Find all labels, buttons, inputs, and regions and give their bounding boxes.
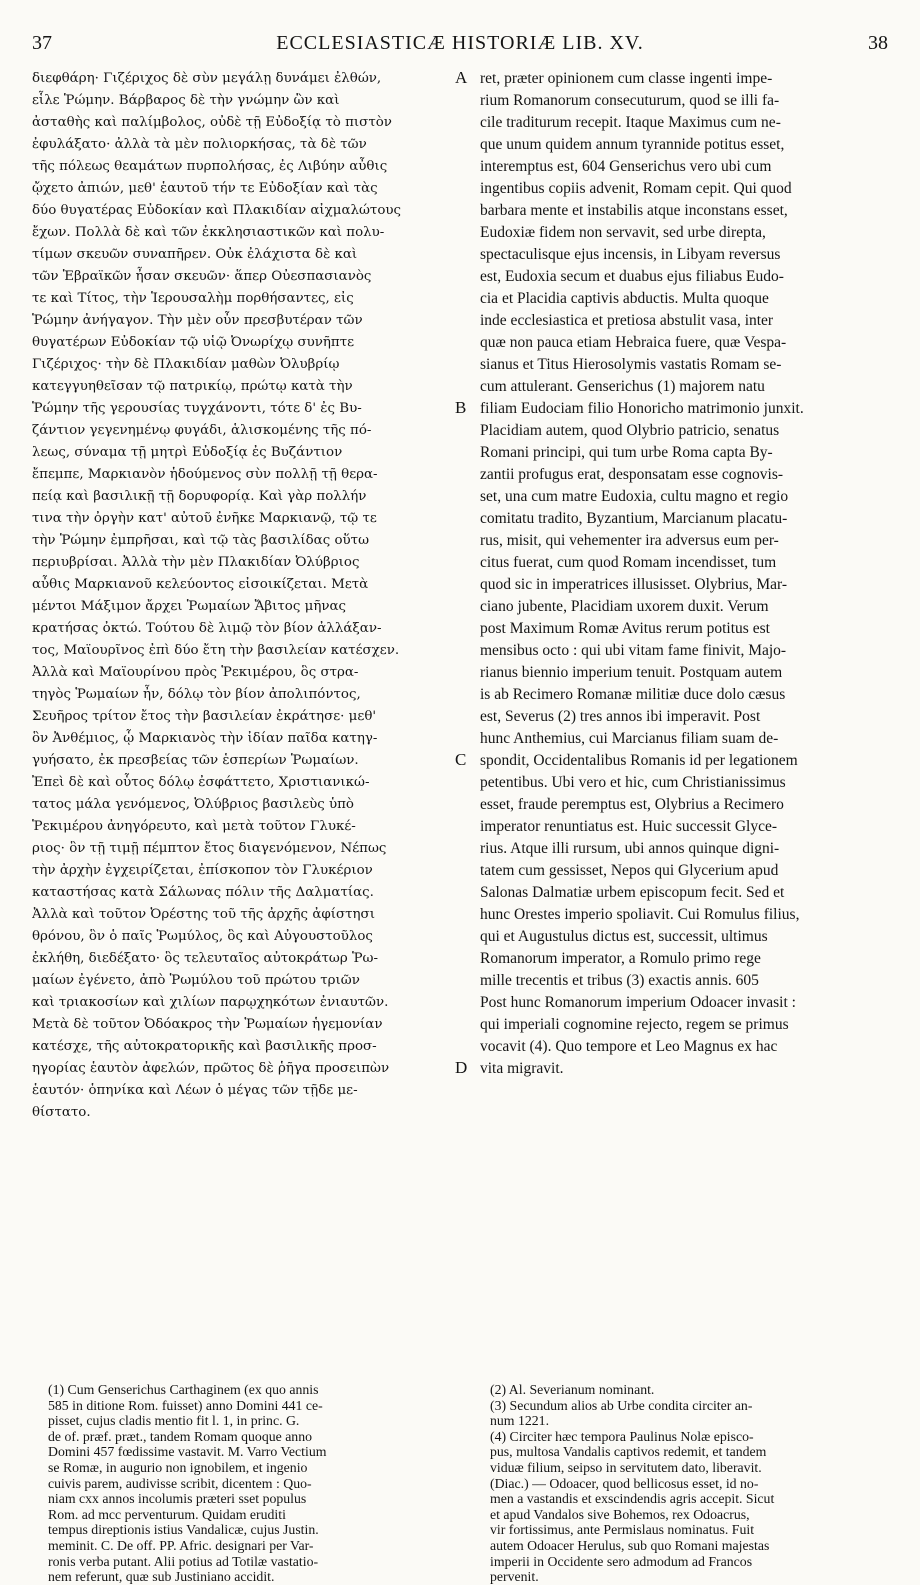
greek-text-line: ἔπεμπε, Μαρκιανὸν ἡδούμενος σὺν πολλῇ τῇ θερα- [32, 467, 378, 482]
greek-text-line: γυήσατο, ἐκ πρεσβείας τῶν ἑσπερίων Ῥωμαίων. [32, 753, 359, 768]
footnote-line: Rom. ad mcc perventurum. Quidam eruditi [48, 1506, 286, 1522]
latin-text-line: imperator renuntiatus est. Huic successit Glyce- [480, 818, 777, 835]
greek-text-line: ἑαυτόν· ὁπηνίκα καὶ Λέων ὁ μέγας τῶν τῇδε με- [32, 1083, 358, 1098]
latin-text-line: mille trecentis et tribus (3) exactis annis. 605 [480, 972, 759, 989]
latin-text-line: Post hunc Romanorum imperium Odoacer invasit : [480, 994, 796, 1011]
footnote-line: Domini 457 fœdissime vastavit. M. Varro Vectium [48, 1444, 327, 1460]
greek-text-line: Ῥεκιμέρου ἀνηγόρευτο, καὶ μετὰ τοῦτον Γλυκέ- [32, 819, 356, 834]
greek-text-line: τῆς πόλεως θεαμάτων πυρπολήσας, ἐς Λιβύην αὖθις [32, 159, 388, 174]
latin-text-line: rianus biennio imperium tenuit. Postquam autem [480, 664, 783, 681]
footnote-line: (4) Circiter hæc tempora Paulinus Nolæ episco- [490, 1428, 754, 1444]
latin-text-line: barbara mente et instabilis atque inconstans esset, [480, 202, 788, 219]
latin-text-line: sianus et Titus Hierosolymis vastatis Romam se- [480, 356, 782, 373]
margin-letter-d: D [455, 1058, 468, 1077]
latin-text-line: rus, misit, qui vehementer ira adversus eum per- [480, 532, 779, 549]
footnote-line: 585 in ditione Rom. fuisset) anno Domini 441 ce- [48, 1397, 323, 1413]
greek-text-line: ζάντιον γεγενημένῳ φυγάδι, ἁλισκομένης τῆς πό- [32, 423, 372, 438]
footnote-line: num 1221. [490, 1413, 550, 1429]
latin-text-line: Romanorum imperator, a Romulo primo rege [480, 950, 761, 967]
latin-text-line: qui imperiali cognomine rejecto, regem se primus [480, 1016, 789, 1033]
greek-text-line: ἐκλήθη, διεδέξατο· ὃς τελευταῖος αὐτοκράτωρ Ῥω- [32, 951, 378, 966]
greek-text-line: ᾤχετο ἀπιών, μεθ' ἑαυτοῦ τήν τε Εὐδοξίαν καὶ τὰς [32, 181, 378, 196]
greek-text-line: Ἀλλὰ καὶ Μαϊουρίνου πρὸς Ῥεκιμέρου, ὃς στρα- [32, 665, 359, 680]
latin-text-line: Placidiam autem, quod Olybrio patricio, senatus [480, 422, 780, 439]
latin-text-line: petentibus. Ubi vero et hic, cum Christianissimus [480, 774, 786, 791]
latin-text-line: ciano jubente, Placidiam uxorem duxit. Verum [480, 598, 769, 615]
footnote-line: (1) Cum Genserichus Carthaginem (ex quo annis [48, 1382, 319, 1397]
greek-text-line: κατέσχε, τῆς αὐτοκρατορικῆς καὶ βασιλικῆς προσ- [32, 1039, 377, 1054]
greek-text-line: Σευῆρος τρίτον ἔτος τὴν βασιλείαν ἐκράτησε· μεθ' [32, 709, 377, 724]
latin-text-line: set, una cum matre Eudoxia, cultu magno et regio [480, 488, 789, 505]
greek-text-line: θρόνου, ὃν ὁ παῖς Ῥωμύλος, ὃς καὶ Αὐγουστοῦλος [32, 929, 373, 944]
running-title: ECCLESIASTICÆ HISTORIÆ LIB. XV. [276, 32, 644, 54]
greek-text-line: μέντοι Μάξιμον ἄρχει Ῥωμαίων Ἄβιτος μῆνας [32, 599, 347, 614]
footnote-line: (Diac.) — Odoacer, quod bellicosus esset, id no- [490, 1475, 759, 1491]
greek-text-line: ριος· ὃν τῇ τιμῇ πέμπτον ἔτος διαγενόμενον, Νέπως [32, 841, 387, 856]
footnote-line: niam cxx annos incolumis præteri sset populus [48, 1491, 307, 1507]
page-number-right: 38 [868, 32, 888, 54]
latin-text-line: inde ecclesiastica et pretiosa abstulit vasa, inter [480, 312, 774, 329]
greek-text-line: τε καὶ Τίτος, τὴν Ἱερουσαλὴμ πορθήσαντες, εἰς [32, 291, 354, 306]
greek-text-line: τος, Μαϊουρῖνος ἐπὶ δύο ἔτη τὴν βασιλείαν κατέσχεν. [32, 643, 400, 658]
greek-text-line: τατος μάλα γενόμενος, Ὀλύβριος βασιλεὺς ὑπὸ [32, 797, 354, 812]
greek-text-line: περιυβρίσαι. Ἀλλὰ τὴν μὲν Πλακιδίαν Ὀλύβριος [32, 555, 360, 570]
footnote-line: viduæ filium, seipso in servitutem dato, liberavit. [490, 1459, 762, 1475]
latin-text-line: vocavit (4). Quo tempore et Leo Magnus ex hac [480, 1038, 778, 1055]
latin-text-line: Salonas Dalmatiæ urbem episcopum fecit. Sed et [480, 884, 785, 901]
greek-text-line: Ἐπεὶ δὲ καὶ οὗτος δόλῳ ἐσφάττετο, Χριστιανικώ- [32, 775, 370, 790]
latin-text-line: ret, præter opinionem cum classe ingenti impe- [480, 70, 773, 87]
greek-text-line: δύο θυγατέρας Εὐδοκίαν καὶ Πλακιδίαν αἰχμαλώτους [32, 203, 402, 218]
latin-text-column [480, 68, 890, 1080]
footnote-line: imperii in Occidente sero admodum ad Francos [490, 1553, 753, 1569]
greek-text-line: τίμων σκευῶν συναπῆρεν. Οὐκ ἐλάχιστα δὲ καὶ [32, 247, 358, 262]
footnote-line: pus, multosa Vandalis captivos redemit, et tandem [490, 1444, 767, 1460]
greek-text-line: ηγορίας ἑαυτὸν ἀφελών, πρῶτος δὲ ῥῆγα προσειπὼν [32, 1061, 390, 1076]
latin-text-line: spectaculisque ejus incensis, in Libyam reversus [480, 246, 781, 263]
greek-text-line: Γιζέριχος· τὴν δὲ Πλακιδίαν μαθὼν Ὀλυβρίῳ [32, 357, 340, 372]
margin-letter-c: C [455, 750, 467, 769]
greek-text-line: τινα τὴν ὀργὴν κατ' αὐτοῦ ἐνῆκε Μαρκιανῷ, τῷ τε [32, 511, 377, 526]
greek-text-column [32, 68, 452, 1124]
greek-text-line: Ῥώμην ἀνήγαγον. Τὴν μὲν οὖν πρεσβυτέραν τῶν [32, 313, 363, 328]
footnote-line: nem referunt, quæ sub Justiniano accidit. [48, 1569, 275, 1585]
footnote-line: (2) Al. Severianum nominant. [490, 1382, 655, 1397]
page-number-left: 37 [32, 32, 52, 54]
footnote-line: se Romæ, in augurio non ignobilem, et ingenio [48, 1459, 308, 1475]
footnote-line: cuivis parem, audivisse scribit, dicentem : Quo- [48, 1475, 312, 1491]
footnote-line: de of. præf. præt., tandem Romam quoque anno [48, 1428, 313, 1444]
latin-text-line: rius. Atque illi rursum, ubi annos quinque digni- [480, 840, 780, 857]
greek-text-line: ἀσταθὴς καὶ παλίμβολος, οὐδὲ τῇ Εὐδοξίᾳ τὸ πιστὸν [32, 115, 392, 130]
latin-text-line: vita migravit. [480, 1060, 564, 1077]
greek-text-line: πείᾳ καὶ βασιλικῇ τῇ δορυφορίᾳ. Καὶ γὰρ πολλήν [32, 489, 367, 504]
latin-text-line: qui et Augustulus dictus est, successit, ultimus [480, 928, 768, 945]
latin-text-line: est, Eudoxia secum et duabus ejus filiabus Eudo- [480, 268, 784, 285]
footnote-line: pervenit. [490, 1569, 539, 1585]
greek-text-line: κατεγγυηθεῖσαν τῷ πατρικίῳ, πρώτῳ κατὰ τὴν [32, 379, 353, 394]
latin-text-line: cia et Placidia captivis abductis. Multa quoque [480, 290, 769, 307]
greek-text-line: τηγὸς Ῥωμαίων ἦν, δόλῳ τὸν βίον ἀπολιπόντος, [32, 687, 361, 702]
footnote-line: meminit. C. De off. PP. Afric. designari per Var- [48, 1537, 314, 1553]
latin-text-line: ingentibus copiis advenit, Romam cepit. Qui quod [480, 180, 792, 197]
greek-text-line: κρατήσας ὀκτώ. Τούτου δὲ λιμῷ τὸν βίον ἀλλάξαν- [32, 621, 382, 636]
greek-text-line: τῶν Ἑβραϊκῶν ἦσαν σκευῶν· ἅπερ Οὐεσπασιανὸς [32, 269, 372, 284]
footnote-line: pisset, cujus cladis mentio fit l. 1, in princ. G. [48, 1413, 300, 1429]
greek-text-line: καὶ τριακοσίων καὶ χιλίων παρῳχηκότων ἐνιαυτῶν. [32, 995, 389, 1010]
latin-text-line: post Maximum Romæ Avitus rerum potitus est [480, 620, 770, 637]
greek-text-line: αὖθις Μαρκιανοῦ κελεύοντος εἰσοικίζεται. Μετὰ [32, 577, 369, 592]
footnote-line: tempus direptionis istius Vandalicæ, cujus Justin. [48, 1522, 319, 1538]
greek-text-line: θίστατο. [32, 1105, 91, 1120]
latin-text-line: rium Romanorum consecuturum, quod se illi fa- [480, 92, 780, 109]
latin-text-line: interemptus est, 604 Genserichus vero ubi cum [480, 158, 772, 175]
margin-letter-b: B [455, 398, 467, 417]
greek-text-line: ὃν Ἀνθέμιος, ᾧ Μαρκιανὸς τὴν ἰδίαν παῖδα κατηγ- [32, 731, 378, 746]
latin-text-line: filiam Eudociam filio Honoricho matrimonio junxit. [480, 400, 804, 417]
latin-text-line: is ab Recimero Romanæ militiæ duce dolo cæsus [480, 686, 786, 703]
greek-text-line: θυγατέρων Εὐδοκίαν τῷ υἱῷ Ὀνωρίχῳ συνῆπτε [32, 335, 355, 350]
latin-text-line: tatem cum gessisset, Nepos qui Glycerium apud [480, 862, 779, 879]
latin-text-line: hunc Anthemius, cui Marcianus filiam suam de- [480, 730, 779, 747]
footnote-line: ronis verba putant. Alii potius ad Totilæ vastatio- [48, 1553, 319, 1569]
latin-text-line: zantii profugus erat, desponsatam esse cognovis- [480, 466, 784, 483]
greek-text-line: Ῥώμην τῆς γερουσίας τυγχάνοντι, τότε δ' ἐς Βυ- [32, 401, 362, 416]
greek-text-line: τὴν ἀρχὴν ἐγχειρίζεται, ἐπίσκοπον τὸν Γλυκέριον [32, 863, 373, 878]
greek-text-line: Μετὰ δὲ τοῦτον Ὀδόακρος τὴν Ῥωμαίων ἡγεμονίαν [32, 1017, 383, 1032]
latin-text-line: comitatu tradito, Byzantium, Marcianum placatu- [480, 510, 788, 527]
latin-text-line: citus fuerat, cum quod Romam incendisset, tum [480, 554, 777, 571]
footnote-line: (3) Secundum alios ab Urbe condita circiter an- [490, 1397, 753, 1413]
latin-text-line: Romani principi, qui tum urbe Roma capta By- [480, 444, 773, 461]
latin-text-line: hunc Orestes imperio spoliavit. Cui Romulus filius, [480, 906, 800, 923]
greek-text-line: καταστήσας κατὰ Σάλωνας πόλιν τῆς Δαλματίας. [32, 885, 374, 900]
margin-letter-a: A [455, 68, 468, 87]
greek-text-line: λεως, σύναμα τῇ μητρὶ Εὐδοξίᾳ ἐς Βυζάντιον [32, 445, 343, 460]
greek-text-line: τὴν Ῥώμην ἐμπρῆσαι, καὶ τῷ τὰς βασιλίδας οὕτω [32, 533, 369, 548]
footnotes-right-column [490, 1382, 890, 1585]
latin-text-line: que unum quidem annum tyrannide potitus esset, [480, 136, 785, 153]
latin-text-line: quod sic in imperatrices illusisset. Olybrius, Mar- [480, 576, 788, 593]
footnotes-left-column [48, 1382, 454, 1585]
greek-text-line: ἔχων. Πολλὰ δὲ καὶ τῶν ἐκκλησιαστικῶν καὶ πολυ- [32, 225, 385, 240]
greek-text-line: διεφθάρη· Γιζέριχος δὲ σὺν μεγάλῃ δυνάμει ἐλθών, [32, 71, 382, 86]
footnote-line: et apud Vandalos sive Bohemos, rex Odoacrus, [490, 1506, 750, 1522]
latin-text-line: mensibus octo : qui ubi vitam fame finivit, Majo- [480, 642, 787, 659]
latin-text-line: est, Severus (2) tres annos ibi imperavit. Post [480, 708, 761, 725]
latin-text-line: esset, fraude peremptus est, Olybrius a Recimero [480, 796, 784, 813]
greek-text-line: ἐφυλάξατο· ἀλλὰ τὰ μὲν πολιορκήσας, τὰ δὲ τῶν [32, 137, 367, 152]
greek-text-line: εἷλε Ῥώμην. Βάρβαρος δὲ τὴν γνώμην ὢν καὶ [32, 93, 340, 108]
latin-text-line: quæ non pauca etiam Hebraica fuere, quæ Vespa- [480, 334, 787, 351]
greek-text-line: μαίων ἐγένετο, ἀπὸ Ῥωμύλου τοῦ πρώτου τριῶν [32, 973, 360, 988]
footnote-line: vir fortissimus, ante Permislaus nominatus. Fuit [490, 1522, 755, 1538]
greek-text-line: Ἀλλὰ καὶ τοῦτον Ὀρέστης τοῦ τῆς ἀρχῆς ἀφίστησι [32, 907, 375, 922]
latin-text-line: Eudoxiæ fidem non servavit, sed urbe direpta, [480, 224, 766, 241]
latin-text-line: cum attulerant. Genserichus (1) majorem natu [480, 378, 765, 395]
latin-text-line: spondit, Occidentalibus Romanis id per legationem [480, 752, 798, 769]
latin-text-line: cile traditurum recepit. Itaque Maximus cum ne- [480, 114, 781, 131]
running-header [32, 32, 888, 62]
footnote-line: autem Odoacer Herulus, sub quo Romani majestas [490, 1537, 770, 1553]
footnote-line: men a vastandis et exscindendis agris accepit. Sicut [490, 1491, 775, 1507]
